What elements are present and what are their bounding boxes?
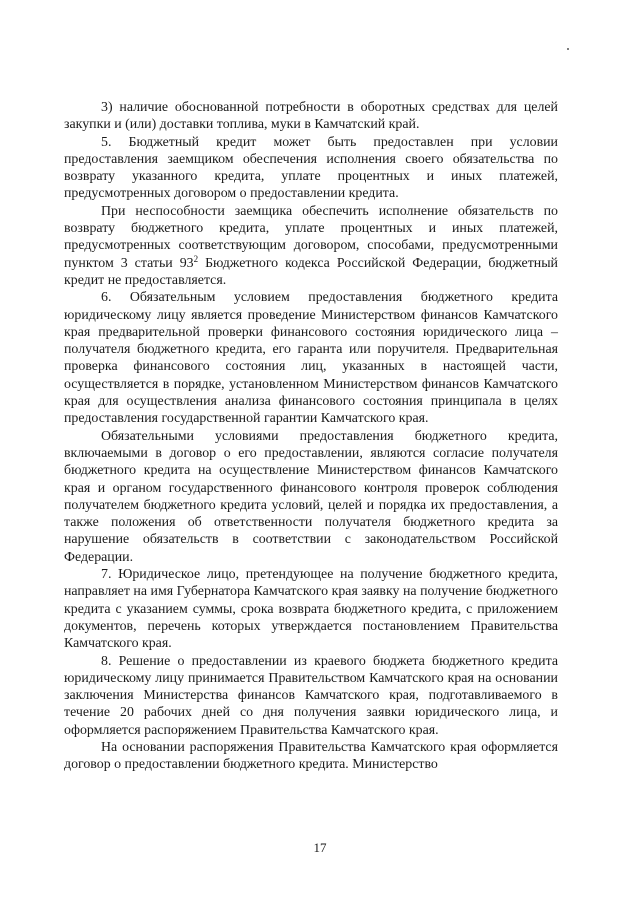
paragraph-point-7: 7. Юридическое лицо, претендующее на получение бюджетного кредита, направляет на имя Губернатора Камчатского края заявку на получение бюджетного кредита с указанием суммы, срока возврата бюджетного кредита, с приложением документов, перечень которых утверждается постановлением Правительства Камчатского края. <box>64 567 558 652</box>
paragraph-point-6-cont: Обязательными условиями предоставления бюджетного кредита, включаемыми в договор о его предоставлении, являются согласие получателя бюджетного кредита на осуществление Министерством финансов Камчатского края и органом государственного финансового контроля проверок соблюдения получателем бюджетного кредита условий, целей и порядка их предоставления, а также положения об ответственности получателя бюджетного кредита за нарушение обязательств в соответствии с законодательством Российской Федерации. <box>64 428 558 565</box>
paragraph-point-5-cont <box>64 203 558 289</box>
paragraph-point-5: 5. Бюджетный кредит может быть предоставлен при условии предоставления заемщиком обеспечения исполнения своего обязательства по возврату указанного кредита, уплате процентных и иных платежей, предусмотренных договором о предоставлении кредита. <box>64 134 558 202</box>
paragraph-point-8-cont: На основании распоряжения Правительства Камчатского края оформляется договор о предоставлении бюджетного кредита. Министерство <box>64 739 558 773</box>
scan-speck <box>567 48 569 50</box>
paragraph-point-6: 6. Обязательным условием предоставления бюджетного кредита юридическому лицу является проведение Министерством финансов Камчатского края предварительной проверки финансового состояния юридического лица – получателя бюджетного кредита, его гаранта или поручителя. Предварительная проверка финансового состояния лиц, указанных в настоящей части, осуществляется в порядке, установленном Министерством финансов Камчатского края для осуществления анализа финансового состояния принципала в целях предоставления государственной гарантии Камчатского края. <box>64 290 558 427</box>
page-number: 17 <box>313 840 327 855</box>
paragraph-text-after-sup: Бюджетного кодекса Российской Федерации, бюджетный кредит не предоставляется. <box>64 255 558 288</box>
superscript-mark: 2 <box>193 253 199 264</box>
paragraph-text-before-sup: При неспособности заемщика обеспечить исполнение обязательств по возврату бюджетного кредита, уплате процентных и иных платежей, предусмотренных соответствующим договором, способами, предусмотренными пунктом 3 статьи 93 <box>64 203 558 271</box>
paragraph-point-8: 8. Решение о предоставлении из краевого бюджета бюджетного кредита юридическому лицу принимается Правительством Камчатского края на основании заключения Министерства финансов Камчатского края, подготавливаемого в течение 20 рабочих дней со дня получения заявки юридического лица, и оформляется распоряжением Правительства Камчатского края. <box>64 653 558 738</box>
paragraph-item-3: 3) наличие обоснованной потребности в оборотных средствах для целей закупки и (или) доставки топлива, муки в Камчатский край. <box>64 100 558 133</box>
body-text <box>64 99 558 774</box>
